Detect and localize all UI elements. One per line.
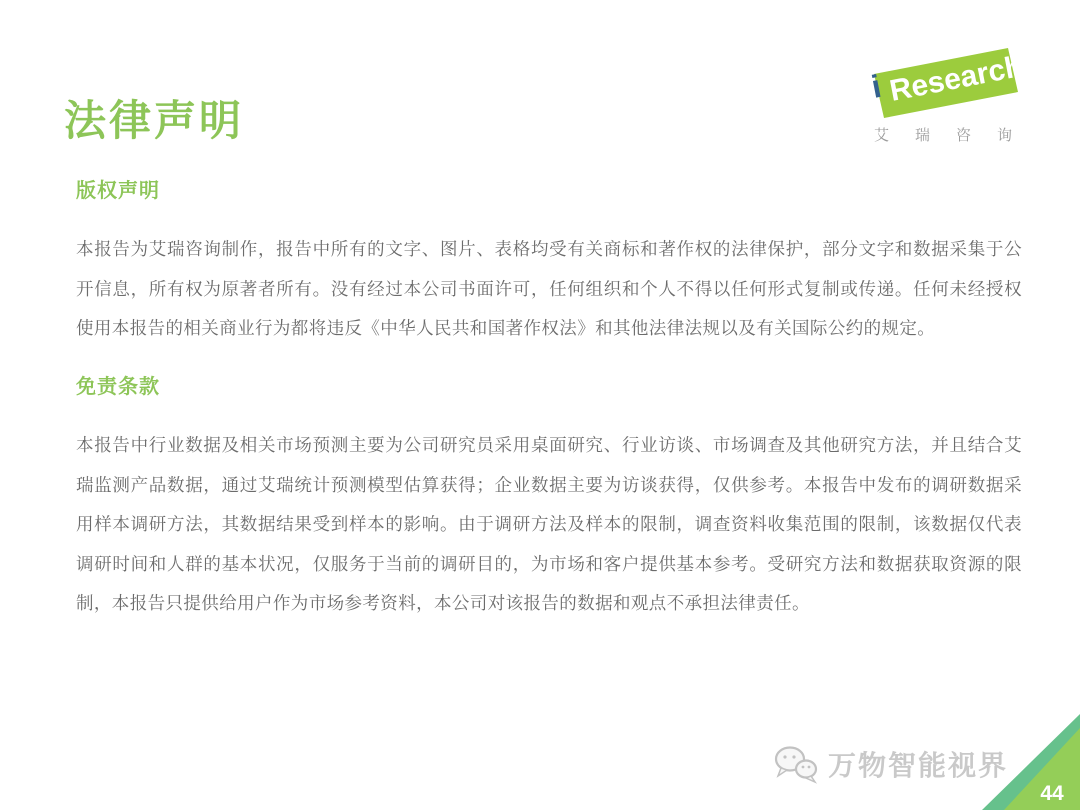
iresearch-logo — [848, 44, 1039, 145]
page-title: 法律声明 — [64, 97, 245, 145]
page-number: 44 — [1040, 782, 1064, 805]
copyright-heading: 版权声明 — [76, 180, 160, 202]
logo-brand-text: Research — [887, 49, 1026, 108]
disclaimer-section — [76, 370, 1022, 624]
copyright-section — [76, 174, 1022, 349]
copyright-body: 本报告为艾瑞咨询制作，报告中所有的文字、图片、表格均受有关商标和著作权的法律保护，部分文字和数据采集于公开信息，所有权为原著者所有。没有经过本公司书面许可，任何组织和个人不得以任何形式复制或传递。任何未经授权使用本报告的相关商业行为都将违反《中华人民共和国著作权法》和其他法律法规以及有关国际公约的规定。 — [76, 239, 1022, 338]
disclaimer-heading: 免责条款 — [76, 376, 160, 398]
logo-i-letter: i — [868, 67, 885, 105]
logo-chinese-name: 艾瑞咨询 — [874, 127, 1039, 144]
watermark-label: 万物智能视界 — [827, 750, 1008, 781]
wechat-icon — [773, 744, 819, 784]
page-number-corner — [960, 714, 1080, 810]
iresearch-logo-mark — [848, 44, 1028, 122]
corner-ribbon — [960, 714, 1080, 810]
disclaimer-body: 本报告中行业数据及相关市场预测主要为公司研究员采用桌面研究、行业访谈、市场调查及其他研究方法，并且结合艾瑞监测产品数据，通过艾瑞统计预测模型估算获得；企业数据主要为访谈获得，仅供参考。本报告中发布的调研数据采用样本调研方法，其数据结果受到样本的影响。由于调研方法及样本的限制，调查资料收集范围的限制，该数据仅代表调研时间和人群的基本状况，仅服务于当前的调研目的，为市场和客户提供基本参考。受研究方法和数据获取资源的限制，本报告只提供给用户作为市场参考资料，本公司对该报告的数据和观点不承担法律责任。 — [76, 435, 1022, 613]
